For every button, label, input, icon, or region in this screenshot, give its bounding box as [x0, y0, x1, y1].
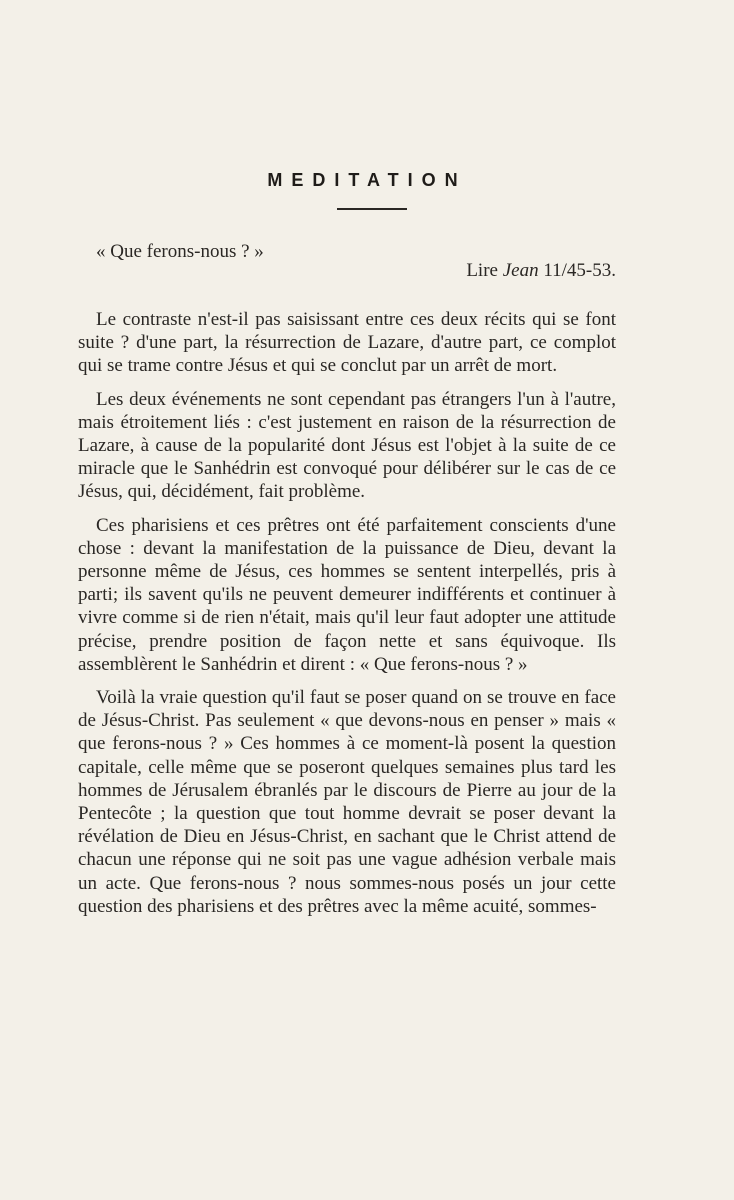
reference-verses: 11/45-53. [543, 260, 616, 281]
paragraph: Ces pharisiens et ces prêtres ont été parfaitement conscients d'une chose : devant la manifestation de la puissance de Dieu, devant la personne même de Jésus, ces hommes se sentent interpellés, pris à parti; ils savent qu'ils ne peuvent demeurer indifférents et continuer à vivre comme si de rien n'était, mais qu'il leur faut adopter une attitude précise, prendre position de façon nette et sans équivoque. Ils assemblèrent le Sanhédrin et dirent : « Que ferons-nous ? » [78, 514, 616, 675]
epigraph: « Que ferons-nous ? » [96, 241, 264, 262]
paragraph: Voilà la vraie question qu'il faut se poser quand on se trouve en face de Jésus-Christ. Pas seulement « que devons-nous en penser » mais « que ferons-nous ? » Ces hommes à ce moment-là posent la question capitale, celle même que se poseront quelques semaines plus tard les hommes de Jérusalem ébranlés par le discours de Pierre au jour de la Pentecôte ; la question que tout homme devrait se poser devant la révélation de Dieu en Jésus-Christ, en sachant que le Christ attend de chacun une réponse qui ne soit pas une vague adhésion verbale mais un acte. Que ferons-nous ? nous sommes-nous posés un jour cette question des pharisiens et des prêtres avec la même acuité, sommes- [78, 687, 616, 917]
scripture-reference [466, 260, 616, 282]
title-divider [337, 208, 407, 210]
body-text [78, 308, 616, 928]
reference-prefix: Lire [466, 260, 498, 281]
page-title: MEDITATION [267, 170, 467, 190]
paragraph: Le contraste n'est-il pas saisissant entre ces deux récits qui se font suite ? d'une part, la résurrection de Lazare, d'autre part, ce complot qui se trame contre Jésus et qui se conclut par un arrêt de mort. [78, 309, 616, 377]
reference-book: Jean [502, 260, 539, 281]
paragraph: Les deux événements ne sont cependant pas étrangers l'un à l'autre, mais étroitement liés : c'est justement en raison de la résurrection de Lazare, à cause de la popularité dont Jésus est l'objet à la suite de ce miracle que le Sanhédrin est convoqué pour délibérer sur le cas de ce Jésus, qui, décidément, fait problème. [78, 388, 616, 503]
